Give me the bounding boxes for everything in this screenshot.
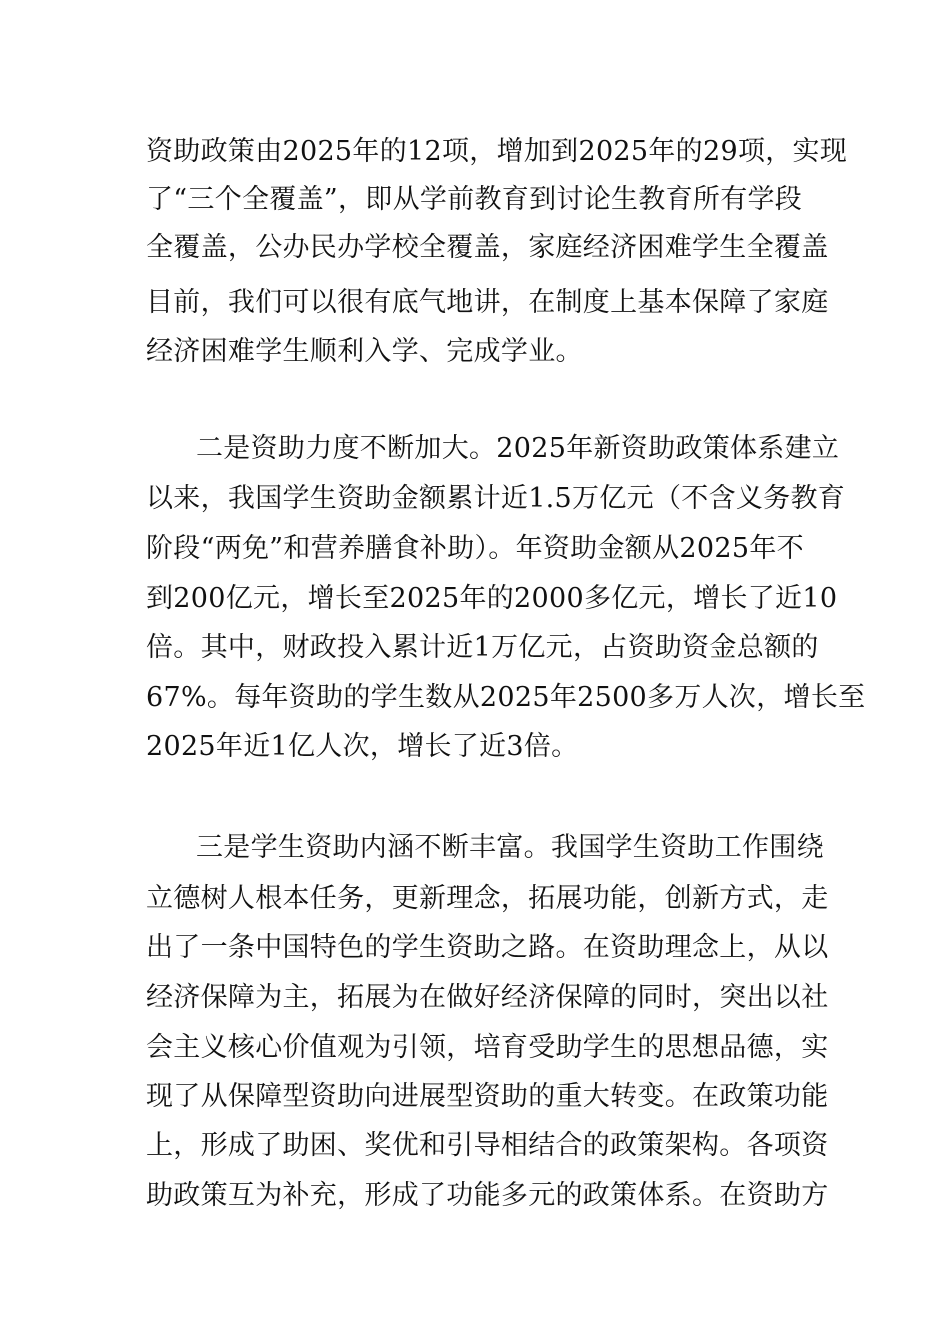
paragraph-2-line-7: 2025年近1亿人次，增长了近3倍。 <box>146 731 579 762</box>
paragraph-1-line-4: 目前，我们可以很有底气地讲，在制度上基本保障了家庭 <box>146 287 829 318</box>
paragraph-3-line-8: 助政策互为补充，形成了功能多元的政策体系。在资助方 <box>146 1180 829 1211</box>
paragraph-1-line-2: 了“三个全覆盖”，即从学前教育到讨论生教育所有学段 <box>146 184 803 215</box>
paragraph-1-line-1: 资助政策由2025年的12项，增加到2025年的29项，实现 <box>146 136 848 167</box>
paragraph-3-line-3: 出了一条中国特色的学生资助之路。在资助理念上，从以 <box>146 932 829 963</box>
paragraph-2-line-2: 以来，我国学生资助金额累计近1.5万亿元（不含义务教育 <box>146 483 846 514</box>
paragraph-3-line-2: 立德树人根本任务，更新理念，拓展功能，创新方式，走 <box>146 883 829 914</box>
paragraph-3-line-6: 现了从保障型资助向进展型资助的重大转变。在政策功能 <box>146 1081 829 1112</box>
paragraph-2-line-1: 二是资助力度不断加大。2025年新资助政策体系建立 <box>196 433 840 464</box>
paragraph-3-line-1: 三是学生资助内涵不断丰富。我国学生资助工作围绕 <box>196 832 824 863</box>
paragraph-3-line-4: 经济保障为主，拓展为在做好经济保障的同时，突出以社 <box>146 982 829 1013</box>
paragraph-2-line-5: 倍。其中，财政投入累计近1万亿元，占资助资金总额的 <box>146 632 819 663</box>
paragraph-1-line-5: 经济困难学生顺利入学、完成学业。 <box>146 336 583 367</box>
paragraph-2-line-6: 67%。每年资助的学生数从2025年2500多万人次，增长至 <box>146 682 866 713</box>
paragraph-1-line-3: 全覆盖，公办民办学校全覆盖，家庭经济困难学生全覆盖 <box>146 232 829 263</box>
paragraph-2-line-3: 阶段“两免”和营养膳食补助）。年资助金额从2025年不 <box>146 533 804 564</box>
paragraph-3-line-5: 会主义核心价值观为引领，培育受助学生的思想品德，实 <box>146 1032 829 1063</box>
paragraph-3-line-7: 上，形成了助困、奖优和引导相结合的政策架构。各项资 <box>146 1130 829 1161</box>
paragraph-2-line-4: 到200亿元，增长至2025年的2000多亿元，增长了近10 <box>146 583 838 614</box>
